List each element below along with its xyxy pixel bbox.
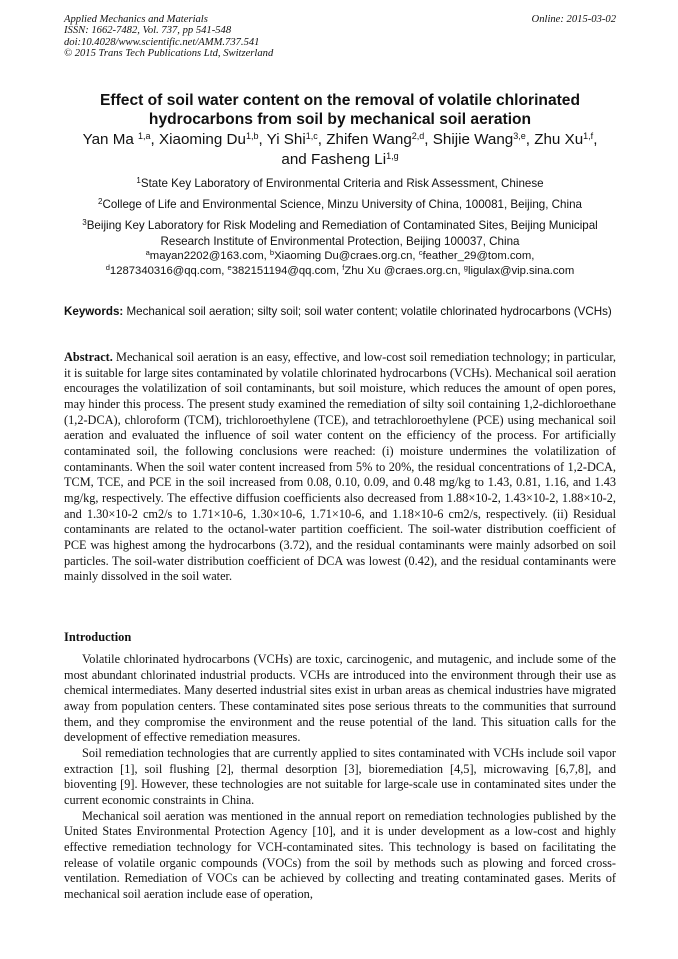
paper-title	[64, 91, 616, 129]
author: Xiaoming Du$^{1,b}$	[159, 131, 259, 148]
section-heading-introduction: Introduction	[64, 630, 132, 644]
journal-name: Applied Mechanics and Materials	[64, 14, 208, 25]
keywords	[64, 304, 616, 320]
affiliation-2: $^2$College of Life and Environmental Science, Minzu University of China, 100081, Beijing, China	[98, 197, 582, 211]
affiliation-3: $^3$Beijing Key Laboratory for Risk Modeling and Remediation of Contaminated Sites, Beijing Municipal Research Institute of Environmental Protection, Beijing 100037, China	[82, 218, 598, 248]
paragraph: Mechanical soil aeration was mentioned in the annual report on remediation technologies published by the United States Environmental Protection Agency [10], and it is under development as a low-cost and highly effective remediation technology for VCH-contaminated sites. This technology is based on facilitating the release of volatile organic compounds (VOCs) from the soil by methods such as plowing and forced cross-ventilation. Remediation of VOCs can be achieved by collecting and treating contaminated gases. Merits of mechanical soil aeration include ease of operation,	[64, 808, 616, 901]
journal-header	[64, 14, 616, 60]
author: Fasheng Li$^{1,g}$	[310, 150, 399, 168]
author: Yi Shi$^{1,c}$	[266, 131, 318, 148]
online-date: Online: 2015-03-02	[531, 14, 616, 25]
author: Yan Ma $^{1,a}$	[82, 131, 151, 148]
abstract-text: Mechanical soil aeration is an easy, effective, and low-cost soil remediation technology; in particular, it is suitable for large sites contaminated by volatile chlorinated hydrocarbons (VCHs). Mechanical soil aeration encourages the volatilization of soil contaminants, but soil moisture, which reduces the amount of open pores, may hinder this process. The present study examined the remediation of silty soil containing 1,2-dichloroethane (1,2-DCA), chloroform (TCM), trichloroethylene (TCE), and tetrachloroethylene (PCE) using mechanical soil aeration and evaluated the influence of soil water content on the efficiency of the process. For artificially contaminated soil, the following conclusions were reached: (i) moisture undermines the volatilization of contaminants. When the soil water content increased from 5% to 20%, the residual concentrations of 1,2-DCA, TCM, TCE, and PCE in the soil increased from 0.08, 0.10, 0.09, and 0.48 mg/kg to 1.43, 0.81, 1.16, and 1.43 mg/kg, respectively. The effective diffusion coefficients also decreased from 1.88×10-2, 1.43×10-2, 1.88×10-2, and 1.30×10-2 cm2/s to 1.71×10-6, 1.30×10-6, 1.71×10-6, and 1.18×10-6 cm2/s, respectively. (ii) Residual contaminants are related to the octanol-water partition coefficient. The soil-water distribution coefficient of PCE was highest among the hydrocarbons (3.72), and the residual contaminants were mainly adsorbed on soil particles. The soil-water distribution coefficient of DCA was lowest (0.42), and the residual contaminants were mainly dissolved in the soil water.	[64, 350, 616, 584]
email: feather_29@tom.com,	[422, 250, 535, 262]
author-conjunction: and	[281, 150, 307, 168]
abstract-label: Abstract.	[64, 350, 113, 364]
author: Shijie Wang$^{3,e}$	[432, 131, 526, 148]
keywords-text: Mechanical soil aeration; silty soil; soil water content; volatile chlorinated hydrocarbons (VCHs)	[123, 305, 612, 318]
email: mayan2202@163.com,	[149, 250, 270, 262]
copyright-line: © 2015 Trans Tech Publications Ltd, Switzerland	[64, 48, 274, 60]
email: 382151194@qq.com,	[231, 265, 343, 277]
abstract	[64, 350, 616, 585]
affiliation-1: $^1$State Key Laboratory of Environmental Criteria and Risk Assessment, Chinese	[136, 176, 544, 190]
title-line-2: hydrocarbons from soil by mechanical soil aeration	[148, 111, 532, 128]
author: Zhifen Wang$^{2,d}$	[326, 131, 425, 148]
paragraph: Volatile chlorinated hydrocarbons (VCHs) are toxic, carcinogenic, and mutagenic, and include some of the most abundant chlorinated industrial products. VCHs are introduced into the environment through their use as chemical intermediates. Many deserted industrial sites exist in urban areas as chemical industries have migrated away from population centers. These contaminated sites pose serious threats to the communities that surround them, and they compromise the environment and the reuse potential of the land. This situation calls for the development of effective remediation measures.	[64, 652, 616, 745]
email: Zhu Xu @craes.org.cn,	[344, 265, 464, 277]
email: ligulax@vip.sina.com	[467, 265, 575, 277]
author: Zhu Xu$^{1,f}$	[534, 131, 594, 148]
email: 1287340316@qq.com,	[109, 265, 228, 277]
email: Xiaoming Du@craes.org.cn,	[274, 250, 419, 262]
issn-line: ISSN: 1662-7482, Vol. 737, pp 541-548	[64, 25, 232, 37]
author-list: Yan Ma $^{1,a}$, Xiaoming Du$^{1,b}$, Yi Shi$^{1,c}$, Zhifen Wang$^{2,d}$, Shijie Wang$^{3,e}$, Zhu Xu$^{1,f}$, and Fasheng Li$^{1,g}$	[82, 131, 598, 168]
keywords-label: Keywords:	[64, 305, 124, 318]
doi-line: doi:10.4028/www.scientific.net/AMM.737.541	[64, 36, 260, 48]
paragraph: Soil remediation technologies that are currently applied to sites contaminated with VCHs include soil vapor extraction [1], soil flushing [2], thermal desorption [3], bioremediation [4,5], microwaving [6,7,8], and bioventing [9]. However, these technologies are not suitable for large-scale use in contaminated sites under the current economic constraints in China.	[64, 745, 616, 807]
introduction-body	[64, 652, 616, 903]
title-line-1: Effect of soil water content on the removal of volatile chlorinated	[99, 92, 581, 109]
author-emails: $^a$mayan2202@163.com, $^b$Xiaoming Du@craes.org.cn, $^c$feather_29@tom.com, $^d$1287340316@qq.com, $^e$382151194@qq.com, $^f$Zhu Xu @craes.org.cn, $^g$ligulax@vip.sina.com	[105, 248, 575, 277]
